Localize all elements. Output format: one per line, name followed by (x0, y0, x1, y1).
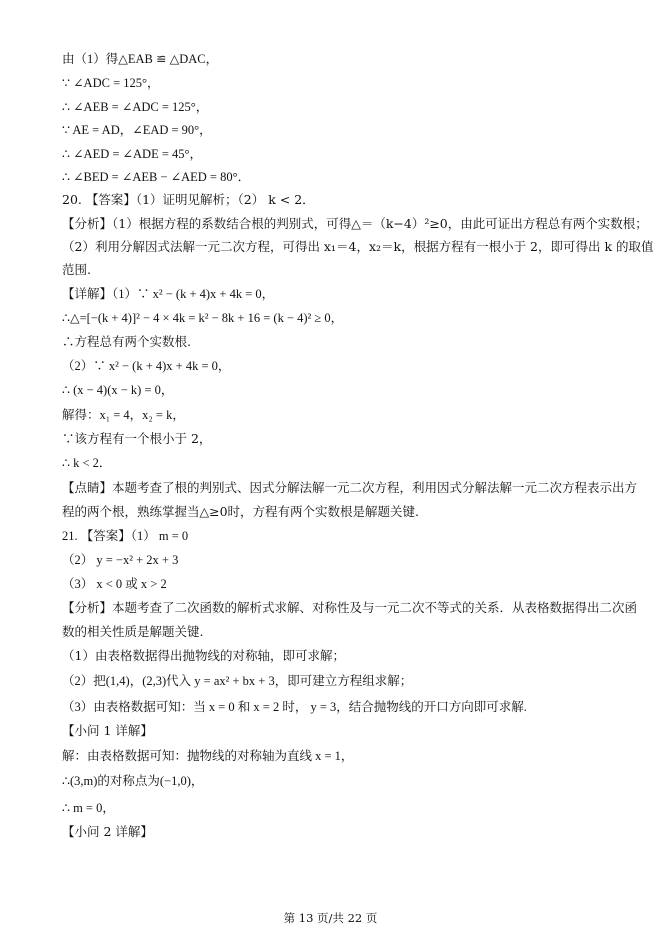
text-line: ∵ AE = AD，∠EAD = 90°， (62, 123, 212, 137)
detail-line: ∴ m = 0， (62, 801, 115, 815)
detail-line: 解：由表格数据可知：抛物线的对称轴为直线 x = 1， (62, 749, 354, 763)
analysis-line: 数的相关性质是解题关键. (62, 624, 204, 639)
text-line: ∴ ∠BED = ∠AEB − ∠AED = 80°． (62, 170, 251, 184)
text-line: 由（1）得△EAB ≌ △DAC， (62, 52, 219, 66)
text-line: ∴ ∠AED = ∠ADE = 45°， (62, 147, 203, 161)
detail-line: ∴ (x − 4)(x − k) = 0， (62, 383, 174, 397)
text-line: ∴ ∠AEB = ∠ADC = 125°， (62, 100, 209, 114)
detail-line: ∴方程总有两个实数根. (62, 334, 191, 349)
detail-line: ∴(3,m)的对称点为(−1,0)， (62, 774, 204, 788)
answer-line: （2） y = −x² + 2x + 3 (62, 553, 179, 567)
subquestion-heading: 【小问 2 详解】 (62, 824, 153, 839)
subquestion-heading: 【小问 1 详解】 (62, 723, 153, 738)
detail-line: 【详解】（1）∵ x² − (k + 4)x + 4k = 0， (62, 287, 275, 301)
analysis-line: （2）利用分解因式法解一元二次方程，可得出 x₁＝4，x₂＝k，根据方程有一根小于 2，即可得出 k 的取值 (62, 239, 654, 254)
page-footer: 第 13 页/共 22 页 (283, 911, 378, 925)
detail-line: ∴△=[−(k + 4)]² − 4 × 4k = k² − 8k + 16 = (k − 4)² ≥ 0， (62, 311, 344, 325)
answer-heading-20: 20. 【答案】（1）证明见解析；（2） k < 2． (62, 192, 315, 207)
detail-line: 解得：x₁ = 4，x₂ = k， (62, 408, 185, 422)
comment-line: 程的两个根，熟练掌握当△≥0时，方程有两个实数根是解题关键. (62, 504, 420, 519)
analysis-line: 【分析】（1）根据方程的系数结合根的判别式，可得△＝（k−4）²≥0，由此可证出方程总有两个实数根； (62, 216, 648, 231)
text-line: ∵ ∠ADC = 125°， (62, 76, 160, 90)
detail-line: ∴ k < 2． (62, 456, 112, 470)
analysis-line: 【分析】本题考查了二次函数的解析式求解、对称性及与一元二次不等式的关系．从表格数据得出二次函 (62, 600, 638, 615)
detail-line: ∵该方程有一个根小于 2， (62, 431, 212, 446)
answer-line: （3） x < 0 或 x > 2 (62, 577, 167, 591)
analysis-line: 范围. (62, 262, 91, 277)
comment-line: 【点睛】本题考查了根的判别式、因式分解法解一元二次方程，利用因式分解法解一元二次方程表示出方 (62, 480, 638, 495)
analysis-line: （2）把(1,4)，(2,3)代入 y = ax² + bx + 3，即可建立方程组求解； (62, 674, 413, 688)
analysis-line: （3）由表格数据可知：当 x = 0 和 x = 2 时， y = 3，结合抛物线的开口方向即可求解. (62, 700, 527, 714)
answer-heading-21: 21. 【答案】（1） m = 0 (62, 529, 189, 543)
analysis-line: （1）由表格数据得出抛物线的对称轴，即可求解； (62, 648, 345, 663)
detail-line: （2）∵ x² − (k + 4)x + 4k = 0， (62, 359, 231, 373)
